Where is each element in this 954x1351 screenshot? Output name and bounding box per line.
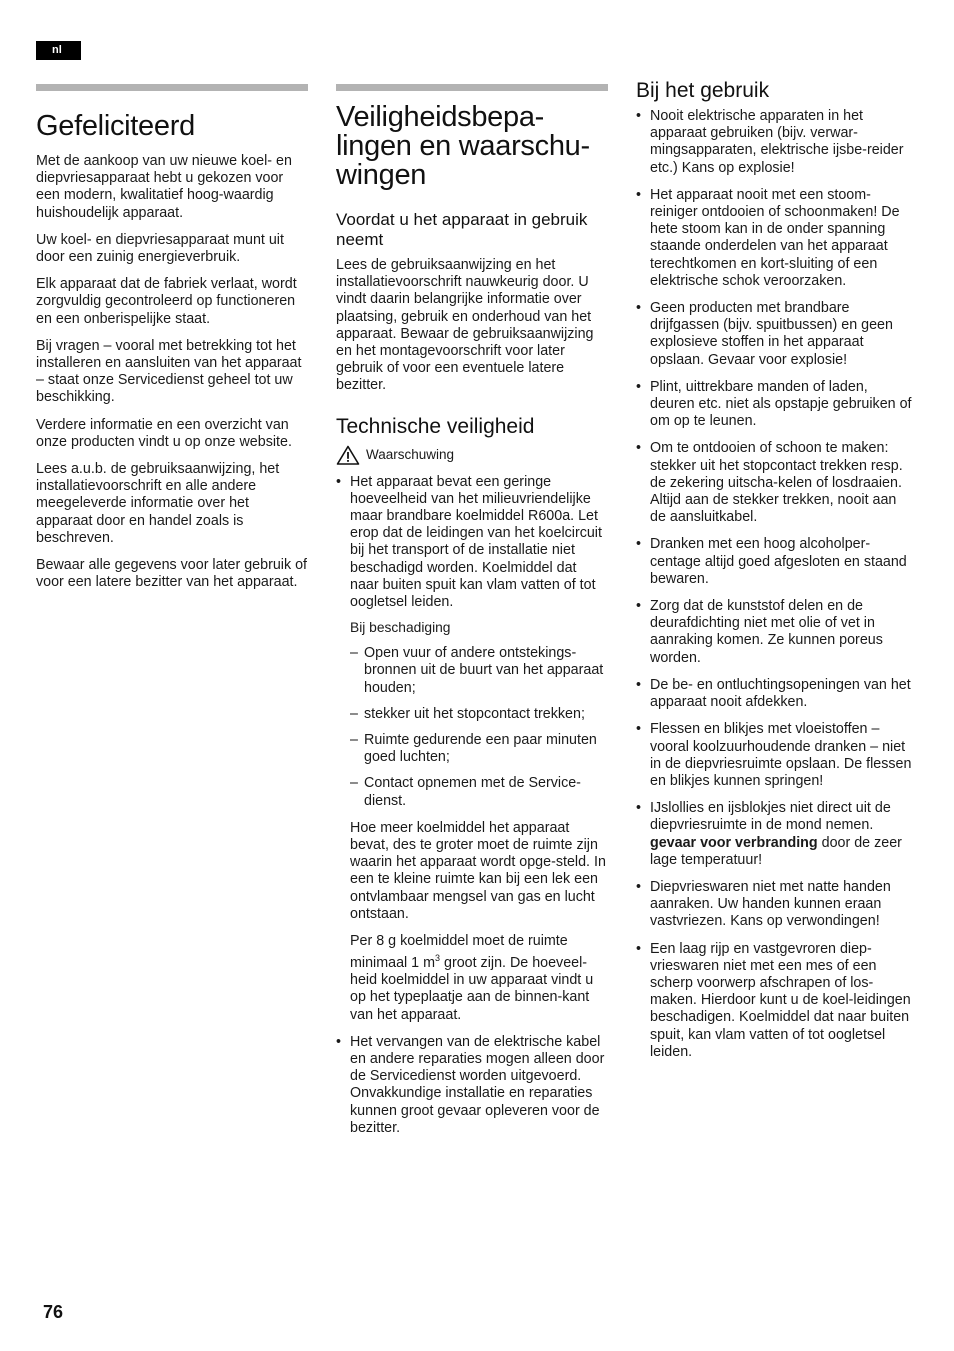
superscript: 3 (435, 953, 441, 964)
list-item-text: Het vervangen van de elektrische kabel en andere reparaties mogen alleen door de Servicedienst worden uitgevoerd. Onvakkundige installatie en reparaties kunnen groot gevaar opleveren voor de bezitter. (350, 1033, 605, 1136)
bullet-icon: • (636, 940, 642, 957)
bullet-icon: • (636, 598, 642, 615)
dash-item-text: Ruimte gedurende een paar minuten goed luchten; (364, 732, 597, 766)
list-item-text: Zorg dat de kunststof delen en de deurafdichting niet met olie of vet in aanraking komen. Ze kunnen poreus worden. (650, 598, 883, 666)
dash-item (350, 775, 608, 809)
dash-icon: – (350, 645, 358, 662)
dash-item (350, 732, 608, 766)
list-item-text: De be- en ontluchtingsopeningen van het apparaat nooit afdekken. (650, 676, 911, 711)
column-safety (336, 84, 608, 1147)
list-item-text: Het apparaat bevat een geringe hoeveelheid van het milieuvriendelijke maar brandbare koelmiddel R600a. Let erop dat de leidingen van het koelcircuit bij het transport of de installatie niet beschadigd worden. Koelmiddel dat naar buiten spuit kan vlam vatten of tot oogletsel leiden. (350, 473, 602, 611)
dash-item-text: Open vuur of andere ontstekings-bronnen uit de buurt van het apparaat houden; (364, 645, 604, 696)
list-item-text: Om te ontdooien of schoon te maken: stekker uit het stopcontact trekken resp. de zekering uitscha-kelen of losdraaien. Altijd aan de stekker trekken, nooit aan de aansluitkabel. (650, 440, 903, 526)
column-congratulations (36, 84, 308, 601)
list-item-text: Dranken met een hoog alcoholper-centage altijd goed afgesloten en staand bewaren. (650, 536, 907, 587)
dash-icon: – (350, 732, 358, 749)
damage-list (350, 645, 608, 810)
paragraph: Bij vragen – vooral met betrekking tot het installeren en aansluiten van het apparaat – staat onze Servicedienst geheel tot uw beschikking. (36, 337, 302, 406)
column-in-use (636, 79, 916, 1071)
warning-triangle-icon (336, 445, 360, 465)
bullet-icon: • (636, 108, 642, 124)
warning-text: Waarschuwing (366, 447, 455, 463)
subheading-damage: Bij beschadiging (350, 620, 451, 636)
bullet-icon: • (636, 186, 642, 203)
list-item (636, 941, 916, 1061)
dash-icon: – (350, 775, 358, 792)
list-item (636, 677, 916, 711)
page-number: 76 (43, 1302, 64, 1322)
bullet-icon: • (636, 800, 642, 817)
list-item-text-bold: gevaar voor verbranding (650, 834, 818, 851)
list-item-text: Flessen en blikjes met vloeistoffen – vooral koolzuurhoudende dranken – niet in de diepvriesruimte opslaan. De flessen en blikjes kunnen springen! (650, 721, 912, 789)
section-title-safety: Veiligheidsbepa-lingen en waarschu-wingen (336, 101, 590, 191)
bullet-icon: • (336, 1033, 342, 1050)
section-bar (336, 84, 608, 91)
safety-bullets (336, 474, 608, 1137)
list-item-text: door de zeer lage temperatuur! (650, 834, 902, 868)
bullet-icon: • (636, 440, 642, 457)
bullet-icon: • (636, 536, 642, 553)
bullet-icon: • (636, 721, 642, 738)
room-size-text-a: Per 8 g koelmiddel moet de ruimte minimaal 1 m (350, 933, 568, 972)
list-item (636, 800, 916, 869)
paragraph-before-use: Lees de gebruiksaanwijzing en het installatievoorschrift nauwkeurig door. U vindt daarin belangrijke informatie over plaatsing, gebruik en onderhoud van het apparaat. Bewaar de gebruiksaanwijzing en het montagevoorschrift voor later gebruik of voor een eventuele latere bezitter. (336, 257, 594, 394)
paragraph-room-size (350, 933, 608, 1024)
list-item (636, 108, 916, 177)
warning-label (336, 445, 608, 465)
paragraph: Verdere informatie en een overzicht van onze producten vindt u op onze website. (36, 416, 292, 450)
bullet-icon: • (336, 473, 342, 490)
bullet-icon: • (636, 378, 642, 395)
list-item (636, 379, 916, 431)
dash-icon: – (350, 705, 358, 722)
language-badge: nl (36, 41, 81, 60)
list-item (636, 300, 916, 369)
paragraph: Elk apparaat dat de fabriek verlaat, wordt zorgvuldig gecontroleerd op functioneren en een onberispelijke staat. (36, 276, 297, 327)
list-item-text: Plint, uittrekbare manden of laden, deuren etc. niet als opstapje gebruiken of om op te leunen. (650, 378, 912, 430)
bullet-icon: • (636, 878, 642, 895)
list-item-text: Het apparaat nooit met een stoom-reiniger ontdooien of schoonmaken! De hete stoom kan in de onder spanning staande onderdelen van het apparaat terechtkomen en kort-sluiting of een elektrische schok veroorzaken. (650, 186, 900, 289)
dash-item (350, 645, 608, 697)
list-item (636, 598, 916, 667)
paragraph: Met de aankoop van uw nieuwe koel- en diepvriesapparaat hebt u gekozen voor een modern, kwalitatief hoog-waardig huishoudelijk apparaat. (36, 153, 292, 221)
list-item (336, 1034, 608, 1137)
usage-bullets (636, 108, 916, 1061)
paragraph: Lees a.u.b. de gebruiksaanwijzing, het installatievoorschrift en alle andere meegeleverde informatie over het apparaat door en handel zoals is beschreven. (36, 461, 280, 546)
section-title-congratulations: Gefeliciteerd (36, 110, 195, 142)
subheading-technical-safety: Technische veiligheid (336, 414, 535, 438)
paragraph: Uw koel- en diepvriesapparaat munt uit door een zuinig energieverbruik. (36, 231, 284, 266)
list-item-text: Diepvrieswaren niet met natte handen aanraken. Uw handen kunnen eraan vastvriezen. Kans op verwondingen! (650, 878, 891, 930)
dash-item (350, 706, 608, 723)
list-item-text: IJslollies en ijsblokjes niet direct uit de diepvriesruimte in de mond nemen. (650, 800, 891, 834)
room-size-text-b: groot zijn. De hoeveel-heid koelmiddel in uw apparaat vindt u op het typeplaatje aan de binnen-kant van het apparaat. (350, 955, 594, 1023)
paragraph: Bewaar alle gegevens voor later gebruik of voor een latere bezitter van het apparaat. (36, 557, 308, 591)
section-bar (36, 84, 308, 91)
subheading-before-use: Voordat u het apparaat in gebruik neemt (336, 210, 588, 249)
list-item-text: Geen producten met brandbare drijfgassen (bijv. spuitbussen) en geen explosieve stoffen in het apparaat opslaan. Gevaar voor explosie! (650, 300, 893, 368)
list-item-text: Een laag rijp en vastgevroren diep-vrieswaren niet met een mes of een scherp voorwerp afschrapen of los-maken. Hierdoor kunt u de koel-leidingen beschadigen. Koelmiddel dat naar buiten spuit, kan vlam vatten of tot oogletsel leiden. (650, 940, 911, 1060)
list-item (636, 187, 916, 290)
bullet-icon: • (636, 300, 642, 317)
list-item-text: Nooit elektrische apparaten in het apparaat gebruiken (bijv. verwar-mingsapparaten, elektrische ijsbe-reider etc.) Kans op explosie! (650, 108, 904, 176)
list-item (636, 721, 916, 790)
section-title-in-use: Bij het gebruik (636, 79, 770, 102)
list-item (336, 474, 608, 1024)
list-item (636, 536, 916, 588)
bullet-icon: • (636, 676, 642, 693)
list-item (636, 440, 916, 526)
paragraph-refrigerant-amount: Hoe meer koelmiddel het apparaat bevat, des te groter moet de ruimte zijn waarin het apparaat wordt opge-steld. In een te kleine ruimte kan bij een lek een ontvlambaar mengsel van gas en lucht ontstaan. (350, 819, 606, 922)
list-item (636, 879, 916, 931)
dash-item-text: Contact opnemen met de Service-dienst. (364, 775, 581, 809)
dash-item-text: stekker uit het stopcontact trekken; (364, 705, 585, 722)
